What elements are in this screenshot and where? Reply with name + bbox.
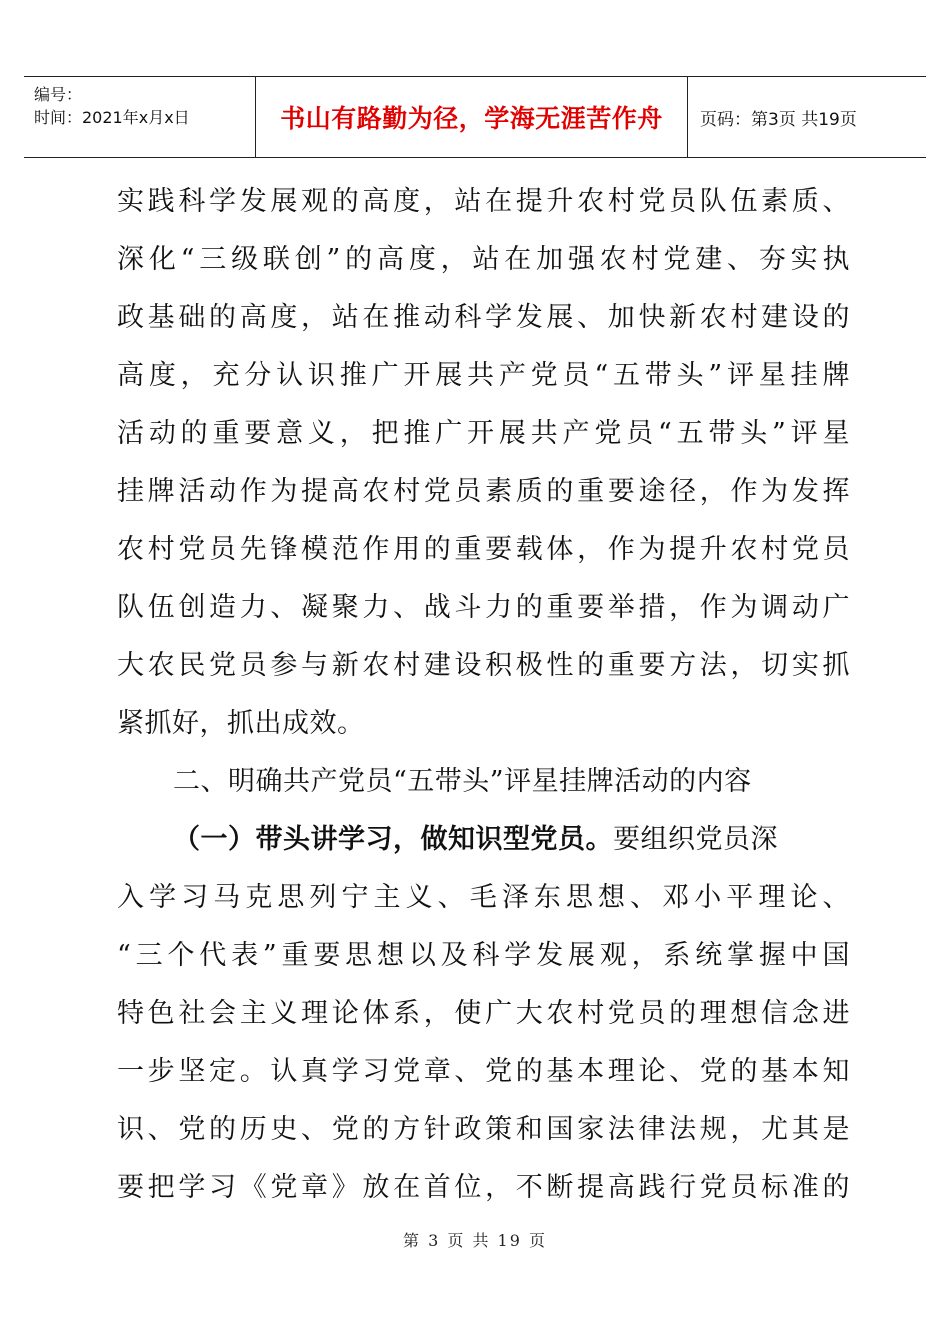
body-line: 活动的重要意义，把推广开展共产党员“五带头”评星 — [117, 418, 850, 449]
header-motto-cell — [256, 77, 688, 157]
body-line: 识、党的历史、党的方针政策和国家法律法规，尤其是 — [117, 1114, 850, 1145]
sub-heading-rest: 要组织党员深 — [613, 824, 778, 855]
body-line: 深化“三级联创”的高度，站在加强农村党建、夯实执 — [117, 244, 850, 275]
number-label: 编号： — [34, 85, 83, 104]
body-line: 一步坚定。认真学习党章、党的基本理论、党的基本知 — [117, 1056, 850, 1087]
body-line: 大农民党员参与新农村建设积极性的重要方法，切实抓 — [117, 650, 850, 681]
body-line: “三个代表”重要思想以及科学发展观，系统掌握中国 — [117, 940, 850, 971]
body-line: 实践科学发展观的高度，站在提升农村党员队伍素质、 — [117, 186, 850, 217]
body-line: 高度，充分认识推广开展共产党员“五带头”评星挂牌 — [117, 360, 850, 391]
body-line: 挂牌活动作为提高农村党员素质的重要途径，作为发挥 — [117, 476, 850, 507]
motto-text: 书山有路勤为径，学海无涯苦作舟 — [280, 104, 663, 133]
body-line: 队伍创造力、凝聚力、战斗力的重要举措，作为调动广 — [117, 592, 850, 623]
body-line: 特色社会主义理论体系，使广大农村党员的理想信念进 — [117, 998, 850, 1029]
document-header — [24, 76, 926, 158]
header-page-cell — [688, 77, 926, 157]
body-line: 紧抓好，抓出成效。 — [117, 708, 365, 739]
page-label: 页码：第3页 共19页 — [700, 109, 857, 130]
header-meta — [24, 77, 256, 157]
page-footer: 第 3 页 共 19 页 — [403, 1231, 547, 1250]
body-line: 入学习马克思列宁主义、毛泽东思想、邓小平理论、 — [117, 882, 850, 913]
sub-heading: （一）带头讲学习，做知识型党员。 — [173, 824, 613, 855]
body-line: 农村党员先锋模范作用的重要载体，作为提升农村党员 — [117, 534, 850, 565]
sub-heading-line — [117, 811, 850, 869]
document-body — [117, 173, 850, 1217]
section-heading: 二、明确共产党员“五带头”评星挂牌活动的内容 — [173, 766, 752, 797]
body-line: 要把学习《党章》放在首位，不断提高践行党员标准的 — [117, 1172, 850, 1203]
body-line: 政基础的高度，站在推动科学发展、加快新农村建设的 — [117, 302, 850, 333]
time-label: 时间：2021年x月x日 — [34, 108, 190, 127]
